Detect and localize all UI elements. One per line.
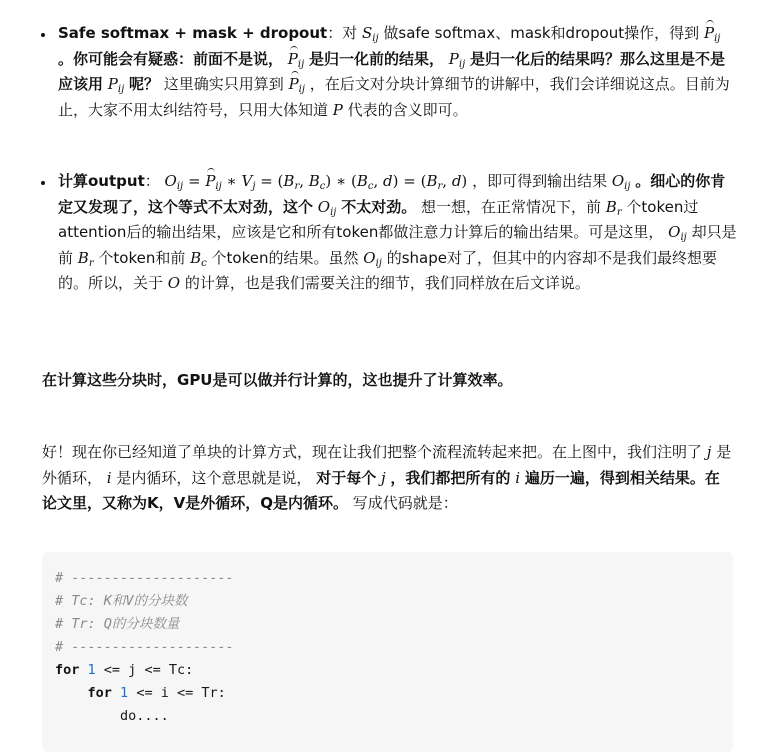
code-text: do....	[120, 708, 169, 724]
bold-text: 。细心的你肯定又发现了，这个等式不太对劲，这个	[58, 172, 726, 216]
text: 的shape对了，但其中的内容却不是我们最终想要的。所以，关于	[58, 248, 717, 292]
bullet-label: Safe softmax + mask + dropout	[58, 24, 328, 42]
text: 个token和前	[98, 248, 186, 267]
bold-text: ，我们都把所有的	[390, 468, 511, 487]
math-B-c: $B_c$	[190, 248, 207, 269]
bold-text: 遍历一遍，得到相关结果。在论文里，又称为K，V是外循环，Q是内循环。	[42, 468, 720, 512]
math-B-r: $B_r$	[77, 248, 94, 269]
text: ，在后文对分块计算细节的讲解中，我们会详细说这点。目前为止，大家不用太纠结符号，只用大体知道	[58, 75, 730, 119]
text: 却只是前	[58, 223, 737, 267]
math-P-ij: $P_{ij}$	[448, 49, 466, 70]
bold-text: 呢？	[128, 75, 159, 93]
text: ：对	[327, 24, 358, 42]
bullet-dot	[41, 181, 45, 185]
math-output-equation: $O_{ij} = P_{ij}$ ∗ $V_j = (B_r$, $B_c$) ∗ ($B_c$, $d) = (B_r$, d)	[165, 172, 468, 190]
math-O: O	[167, 274, 181, 292]
math-i: i	[106, 468, 112, 487]
bold-text: 不太对劲。	[341, 197, 417, 216]
math-B-r: $B_r$	[605, 197, 622, 218]
math-P-tilde-ij: $P_{ij}$	[289, 75, 305, 93]
code-comment: # Tc: K和V的分块数	[55, 593, 188, 609]
code-content	[42, 552, 733, 743]
bold-text: 是归一化后的结果吗？那么这里是不是应该用	[58, 49, 725, 93]
text: 的计算，也是我们需要关注的细节，我们同样放在后文详说。	[184, 274, 590, 292]
code-number: 1	[87, 662, 96, 678]
text: 做safe softmax、mask和dropout操作，得到	[383, 24, 700, 42]
text: 个token过attention后的输出结果，应该是它和所有token都做注意力计算后的输出结果。可是这里，	[58, 197, 699, 241]
text: 想一想，在正常情况下，前	[421, 197, 602, 216]
math-j: j	[380, 468, 386, 487]
math-O-ij: $O_{ij}$	[317, 197, 337, 218]
text: 写成代码就是：	[352, 494, 458, 512]
math-i: i	[515, 468, 521, 487]
bold-text: 在计算这些分块时，GPU是可以做并行计算的，这也提升了计算效率。	[42, 371, 513, 389]
math-O-ij: $O_{ij}$	[611, 172, 631, 192]
math-P-ij: $P_{ij}$	[107, 75, 125, 95]
math-O-ij: $O_{ij}$	[668, 223, 687, 243]
code-text: <= i <= Tr:	[128, 685, 226, 701]
code-keyword: for	[87, 685, 112, 701]
code-comment: # --------------------	[55, 639, 234, 655]
paragraph-loop-explanation	[42, 440, 732, 517]
math-O-ij: $O_{ij}$	[363, 248, 382, 269]
paragraph-gpu-parallel	[42, 368, 732, 394]
text: 这里确实只用算到	[163, 75, 284, 93]
code-comment: # --------------------	[55, 570, 234, 586]
bold-text: 对于每个	[316, 468, 377, 487]
bullet-softmax	[58, 21, 738, 123]
bullet-label: 计算output	[58, 172, 145, 190]
text: 是外循环，	[42, 443, 732, 487]
text: 好！现在你已经知道了单块的计算方式，现在让我们把整个流程流转起来把。在上图中，我们注明了	[42, 443, 703, 461]
text: ，即可得到输出结果	[472, 172, 608, 190]
bullet-dot	[41, 33, 45, 37]
code-block[interactable]	[42, 552, 733, 752]
math-S-ij: $S_{ij}$	[362, 24, 379, 44]
math-P-tilde-ij: $P_{ij}$	[704, 24, 720, 42]
math-j: j	[706, 443, 712, 461]
code-text: <= j <= Tc:	[95, 662, 194, 678]
code-number: 1	[120, 685, 129, 701]
math-P: P	[332, 100, 343, 119]
math-P-tilde-ij: $P_{ij}$	[288, 50, 304, 68]
code-keyword: for	[55, 662, 80, 678]
bold-text: 是归一化前的结果，	[308, 49, 444, 68]
text: ：	[144, 172, 160, 190]
bold-text: 。你可能会有疑惑：前面不是说，	[58, 49, 284, 68]
text: 个token的结果。虽然	[211, 248, 359, 267]
code-comment: # Tr: Q的分块数量	[55, 616, 180, 632]
text: 代表的含义即可。	[347, 100, 468, 119]
bullet-output	[58, 169, 738, 297]
text: 是内循环，这个意思就是说，	[116, 468, 312, 487]
